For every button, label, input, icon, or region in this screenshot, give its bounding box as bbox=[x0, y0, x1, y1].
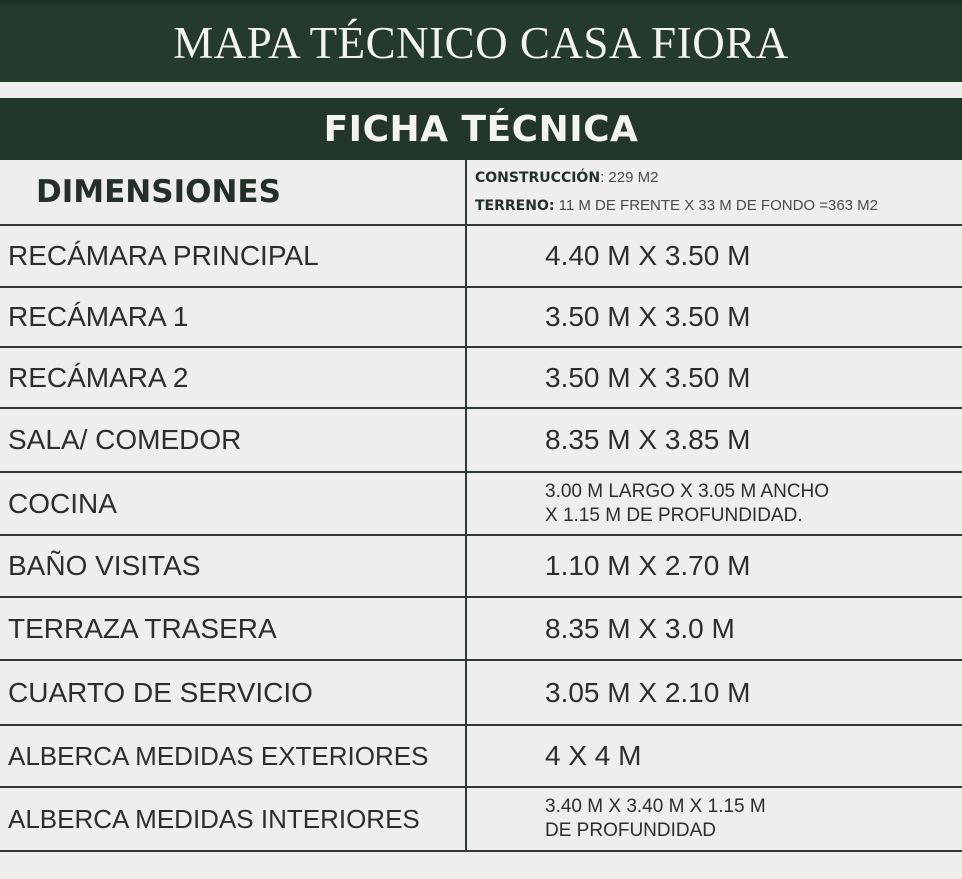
row-label: RECÁMARA 2 bbox=[0, 347, 466, 408]
spec-table bbox=[0, 160, 962, 852]
table-row bbox=[0, 225, 962, 287]
row-label: CUARTO DE SERVICIO bbox=[0, 660, 466, 725]
dimensions-heading: DIMENSIONES bbox=[36, 174, 281, 210]
table-row bbox=[0, 408, 962, 472]
row-value bbox=[466, 472, 962, 535]
row-value: 3.50 M X 3.50 M bbox=[466, 347, 962, 408]
row-value: 1.10 M X 2.70 M bbox=[466, 535, 962, 597]
table-row bbox=[0, 347, 962, 408]
row-value: 3.50 M X 3.50 M bbox=[466, 287, 962, 347]
row-value bbox=[466, 787, 962, 851]
row-label: ALBERCA MEDIDAS INTERIORES bbox=[0, 787, 466, 851]
row-label: RECÁMARA 1 bbox=[0, 287, 466, 347]
row-value: 4 X 4 M bbox=[466, 725, 962, 787]
construccion-value: : 229 M2 bbox=[600, 169, 659, 186]
table-row bbox=[0, 725, 962, 787]
table-row bbox=[0, 597, 962, 660]
row-value-line: X 1.15 M DE PROFUNDIDAD. bbox=[545, 504, 803, 526]
page-subtitle: FICHA TÉCNICA bbox=[323, 108, 639, 150]
construccion-label: CONSTRUCCIÓN bbox=[475, 170, 601, 186]
row-value: 4.40 M X 3.50 M bbox=[466, 225, 962, 287]
table-row bbox=[0, 287, 962, 347]
terreno-line bbox=[467, 192, 962, 220]
row-label: ALBERCA MEDIDAS EXTERIORES bbox=[0, 725, 466, 787]
row-value: 8.35 M X 3.0 M bbox=[466, 597, 962, 660]
row-value-line: DE PROFUNDIDAD bbox=[545, 820, 717, 841]
row-value: 3.05 M X 2.10 M bbox=[466, 660, 962, 725]
terreno-value: 11 M DE FRENTE X 33 M DE FONDO =363 M2 bbox=[554, 197, 879, 214]
row-value-line: 3.40 M X 3.40 M X 1.15 M bbox=[545, 796, 766, 817]
summary-cell bbox=[466, 160, 962, 225]
construccion-line bbox=[467, 164, 962, 192]
table-row bbox=[0, 472, 962, 535]
row-label: RECÁMARA PRINCIPAL bbox=[0, 225, 466, 287]
dimensions-heading-cell bbox=[0, 160, 466, 225]
row-label: SALA/ COMEDOR bbox=[0, 408, 466, 472]
terreno-label: TERRENO: bbox=[475, 198, 555, 214]
row-value: 8.35 M X 3.85 M bbox=[466, 408, 962, 472]
subtitle-banner bbox=[0, 98, 962, 160]
row-label: COCINA bbox=[0, 472, 466, 535]
table-row bbox=[0, 660, 962, 725]
table-row bbox=[0, 535, 962, 597]
row-label: TERRAZA TRASERA bbox=[0, 597, 466, 660]
table-row bbox=[0, 787, 962, 851]
page-title: MAPA TÉCNICO CASA FIORA bbox=[173, 18, 789, 68]
title-banner bbox=[0, 0, 962, 82]
row-label: BAÑO VISITAS bbox=[0, 535, 466, 597]
row-value-line: 3.00 M LARGO X 3.05 M ANCHO bbox=[545, 480, 830, 502]
table-header-row bbox=[0, 160, 962, 225]
